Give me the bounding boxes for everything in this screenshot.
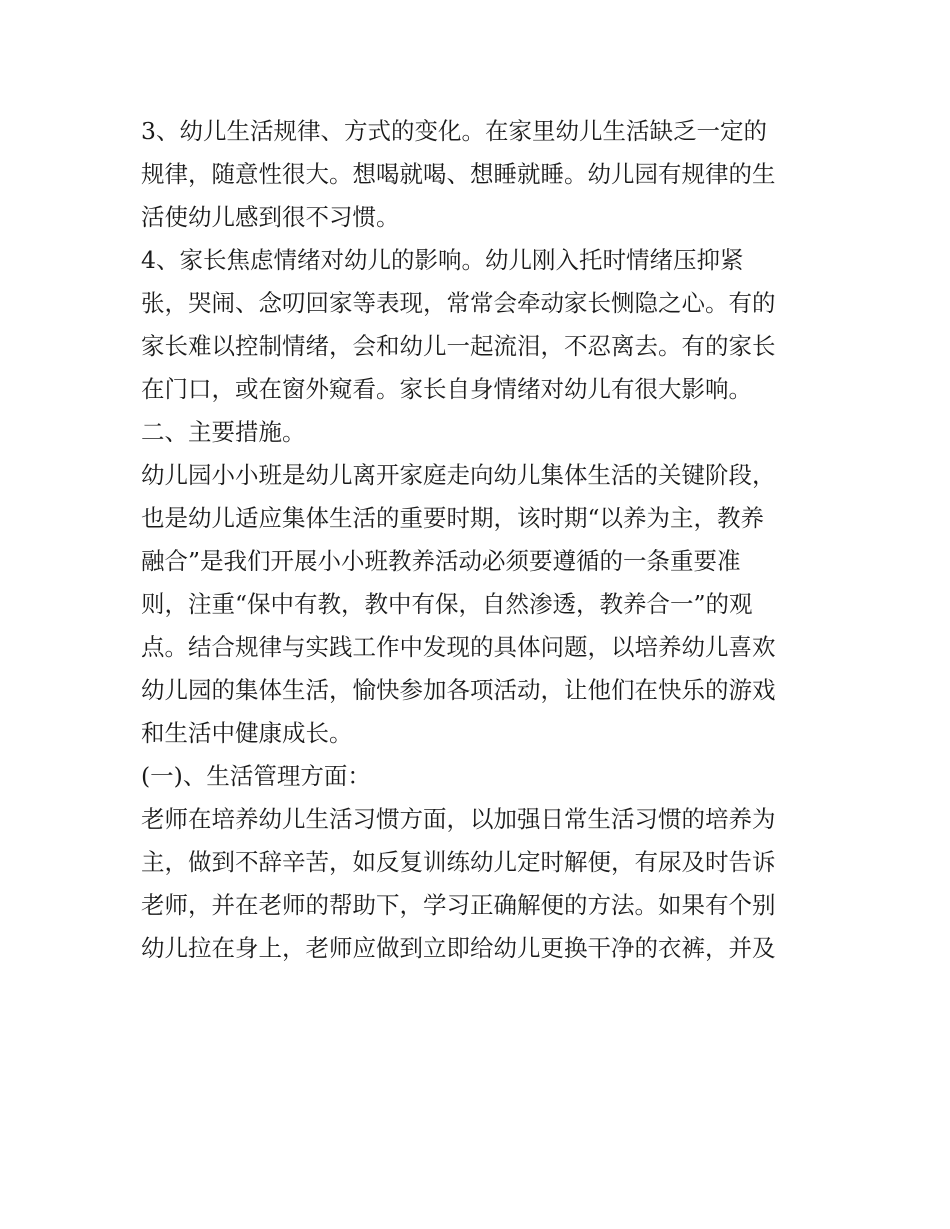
subsection-heading: (一)、生活管理方面：: [141, 762, 371, 790]
text-line: 幼儿园的集体生活，愉快参加各项活动，让他们在快乐的游戏: [141, 676, 776, 704]
text-line: 则，注重“保中有教，教中有保，自然渗透，教养合一”的观: [141, 590, 753, 618]
text-line: 4、家长焦虑情绪对幼儿的影响。幼儿刚入托时情绪压抑紧: [141, 246, 744, 274]
text-line: 融合”是我们开展小小班教养活动必须要遵循的一条重要准: [141, 547, 741, 575]
text-line: 老师在培养幼儿生活习惯方面，以加强日常生活习惯的培养为: [141, 805, 776, 833]
text-line: 规律，随意性很大。想喝就喝、想睡就睡。幼儿园有规律的生: [141, 160, 776, 188]
document-body: [141, 110, 821, 970]
text-line: 家长难以控制情绪，会和幼儿一起流泪，不忍离去。有的家长: [141, 332, 776, 360]
text-line: 和生活中健康成长。: [141, 719, 353, 747]
text-line: 老师，并在老师的帮助下，学习正确解便的方法。如果有个别: [141, 891, 776, 919]
text-line: 点。结合规律与实践工作中发现的具体问题，以培养幼儿喜欢: [141, 633, 776, 661]
section-heading: 二、主要措施。: [141, 418, 306, 446]
text-line: 在门口，或在窗外窥看。家长自身情绪对幼儿有很大影响。: [141, 375, 752, 403]
text-line: 张，哭闹、念叨回家等表现，常常会牵动家长恻隐之心。有的: [141, 289, 776, 317]
text-line: 幼儿园小小班是幼儿离开家庭走向幼儿集体生活的关键阶段，: [141, 461, 776, 489]
text-line: 主，做到不辞辛苦，如反复训练幼儿定时解便，有尿及时告诉: [141, 848, 776, 876]
text-line: 活使幼儿感到很不习惯。: [141, 203, 400, 231]
text-line: 幼儿拉在身上，老师应做到立即给幼儿更换干净的衣裤，并及: [141, 934, 776, 962]
text-line: 也是幼儿适应集体生活的重要时期，该时期“以养为主，教养: [141, 504, 765, 532]
text-line: 3、幼儿生活规律、方式的变化。在家里幼儿生活缺乏一定的: [141, 117, 767, 145]
